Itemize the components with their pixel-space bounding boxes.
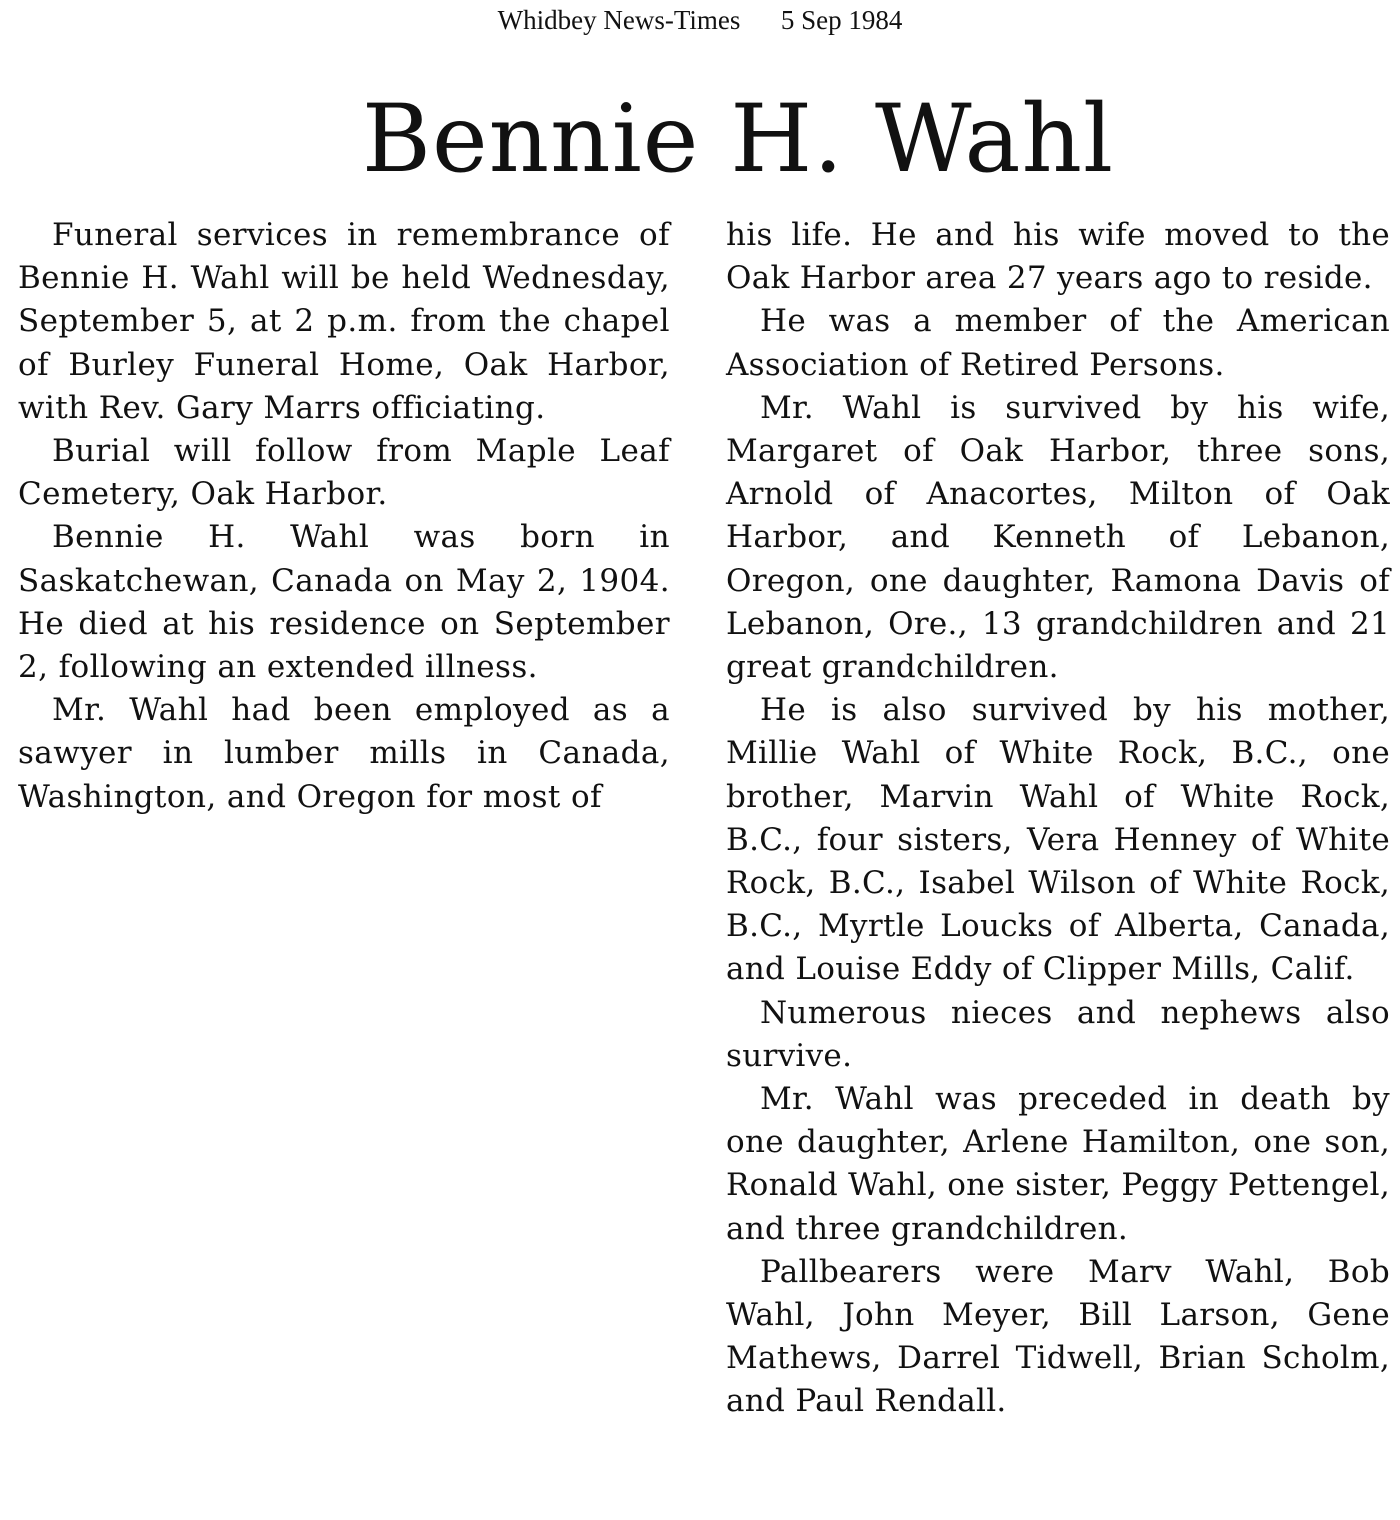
paragraph-survivors-family: Mr. Wahl is survived by his wife, Margaret of Oak Harbor, three sons, Arnold of Anacortes, Milton of Oak Harbor, and Kenneth of Lebanon, Oregon, one daughter, Ramona Davis of Lebanon, Ore., 13 grandchildren and 21 great grandchildren. bbox=[726, 389, 1390, 686]
paragraph-funeral-services: Funeral services in remembrance of Bennie H. Wahl will be held Wednesday, September 5, at 2 p.m. from the chapel of Burley Funeral Home, Oak Harbor, with Rev. Gary Marrs officiating. bbox=[18, 217, 670, 426]
paragraph-burial: Burial will follow from Maple Leaf Cemetery, Oak Harbor. bbox=[18, 433, 670, 513]
right-column bbox=[726, 214, 1390, 1424]
paragraph-employment: Mr. Wahl had been employed as a sawyer in lumber mills in Canada, Washington, and Oregon for most of bbox=[18, 692, 670, 815]
obituary-headline: Bennie H. Wahl bbox=[361, 85, 1115, 194]
paragraph-birth-death: Bennie H. Wahl was born in Saskatchewan, Canada on May 2, 1904. He died at his residence on September 2, following an extended illness. bbox=[18, 519, 670, 686]
paragraph-survivors-relatives: He is also survived by his mother, Millie Wahl of White Rock, B.C., one brother, Marvin Wahl of White Rock, B.C., four sisters, Vera Henney of White Rock, B.C., Isabel Wilson of White Rock, B.C., Myrtle Loucks of Alberta, Canada, and Louise Eddy of Clipper Mills, Calif. bbox=[726, 692, 1390, 988]
paragraph-pallbearers: Pallbearers were Marv Wahl, Bob Wahl, John Meyer, Bill Larson, Gene Mathews, Darrel Tidwell, Brian Scholm, and Paul Rendall. bbox=[726, 1253, 1390, 1420]
paragraph-employment-continued: his life. He and his wife moved to the Oak Harbor area 27 years ago to reside. bbox=[726, 217, 1390, 297]
paragraph-membership: He was a member of the American Association of Retired Persons. bbox=[726, 303, 1390, 383]
paragraph-nieces-nephews: Numerous nieces and nephews also survive. bbox=[726, 994, 1390, 1074]
paragraph-preceded-in-death: Mr. Wahl was preceded in death by one daughter, Arlene Hamilton, one son, Ronald Wahl, one sister, Peggy Pettengel, and three grandchildren. bbox=[726, 1081, 1390, 1247]
masthead: Whidbey News-Times 5 Sep 1984 bbox=[497, 5, 903, 35]
left-column bbox=[18, 214, 670, 819]
